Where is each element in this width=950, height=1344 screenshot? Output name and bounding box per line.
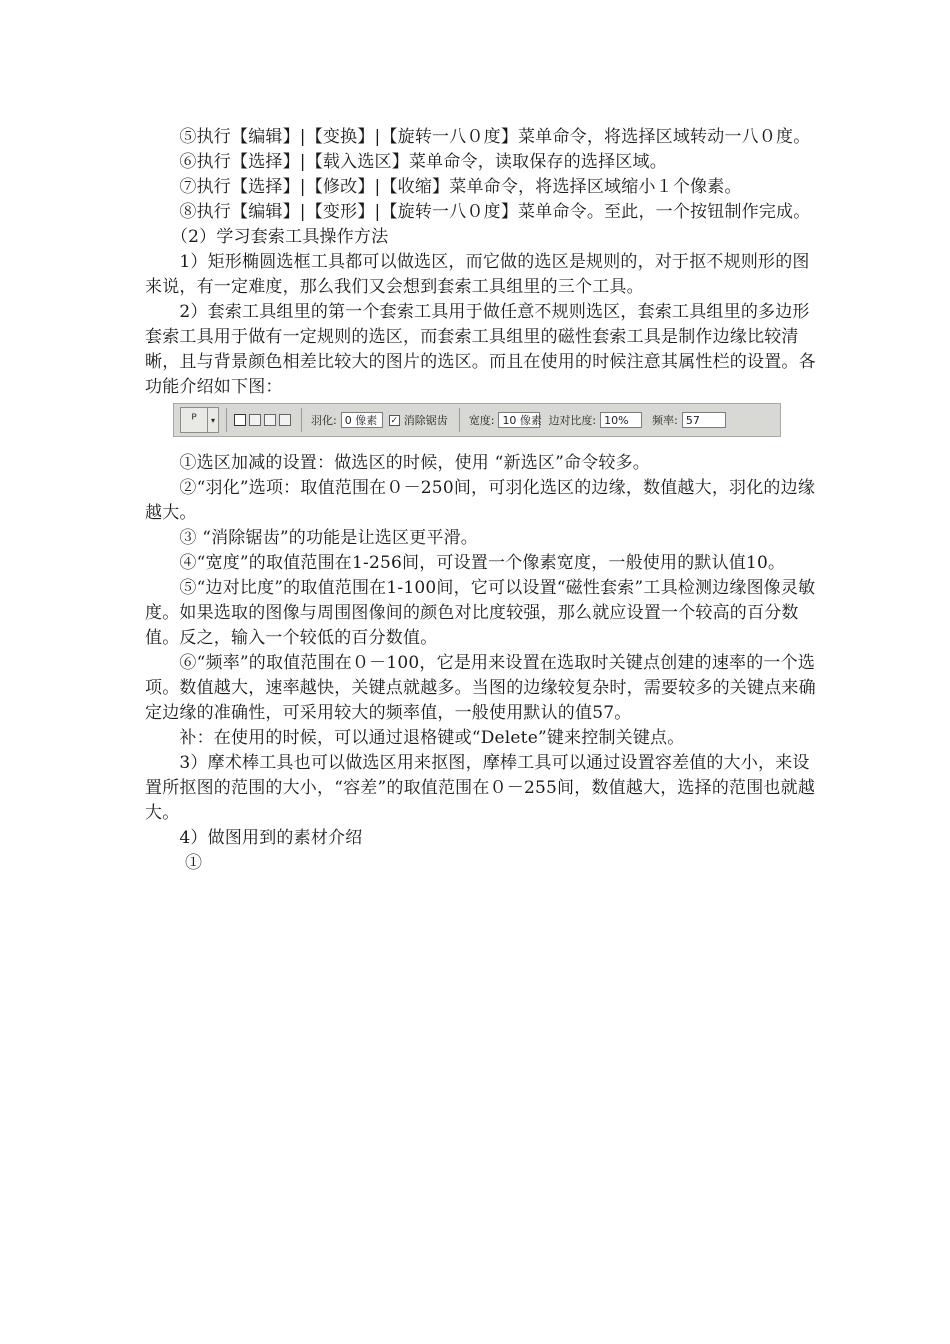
options-bar [173,403,781,437]
intersect-selection-button[interactable] [279,414,291,426]
frequency-input[interactable]: 57 [682,412,726,428]
divider [459,408,460,432]
paragraph: 2）套索工具组里的第一个套索工具用于做任意不规则选区，套索工具组里的多边形套索工具用于做有一定规则的选区，而套索工具组里的磁性套索工具是制作边缘比较清晰，且与背景颜色相差比较大的图片的选区。而且在使用的时候注意其属性栏的设置。各功能介绍如下图： [145,302,816,397]
chevron-down-icon[interactable]: ▾ [208,407,219,433]
paragraph: 补：在使用的时候，可以通过退格键或“Delete”键来控制关键点。 [145,728,685,748]
paragraph: ⑧执行【编辑】|【变形】|【旋转一八０度】菜单命令。至此，一个按钮制作完成。 [145,202,811,222]
divider [226,408,227,432]
document-page [145,125,825,876]
paragraph: ① [145,853,203,873]
feather-label: 羽化: [311,414,337,427]
paragraph: ②“羽化”选项：取值范围在０－250间，可羽化选区的边缘，数值越大，羽化的边缘越大。 [145,478,816,523]
paragraph: ⑤“边对比度”的取值范围在1-100间，它可以设置“磁性套索”工具检测边缘图像灵敏度。如果选取的图像与周围图像间的颜色对比度较强，那么就应设置一个较高的百分数值。反之，输入一个较低的百分数值。 [145,578,816,648]
paragraph: 1）矩形椭圆选框工具都可以做选区，而它做的选区是规则的，对于抠不规则形的图来说，有一定难度，那么我们又会想到套索工具组里的三个工具。 [145,252,810,297]
divider [301,408,302,432]
antialias-label: 消除锯齿 [403,414,448,427]
edge-contrast-label: 边对比度: [548,414,597,427]
frequency-label: 频率: [652,414,678,427]
paragraph: ⑤执行【编辑】|【变换】|【旋转一八０度】菜单命令，将选择区域转动一八０度。 [145,127,811,147]
paragraph: ④“宽度”的取值范围在1-256间，可设置一个像素宽度，一般使用的默认值10。 [145,553,786,573]
toolbar-figure [145,401,825,445]
width-input[interactable]: 10 像素 [498,412,540,428]
paragraph: 4）做图用到的素材介绍 [145,828,363,848]
feather-input[interactable]: 0 像素 [341,412,383,428]
paragraph: 3）摩术棒工具也可以做选区用来抠图，摩棒工具可以通过设置容差值的大小，来设置所抠图的范围的大小，“容差”的取值范围在０－255间，数值越大，选择的范围也就越大。 [145,753,816,823]
paragraph: ⑥“频率”的取值范围在０－100，它是用来设置在选取时关键点创建的速率的一个选项。数值越大，速率越快，关键点就越多。当图的边缘较复杂时，需要较多的关键点来确定边缘的准确性，可采用较大的频率值，一般使用默认的值57。 [145,653,816,723]
paragraph: ③ “消除锯齿”的功能是让选区更平滑。 [145,528,478,548]
paragraph: ⑥执行【选择】|【载入选区】菜单命令，读取保存的选择区域。 [145,152,667,172]
subtract-selection-button[interactable] [264,414,276,426]
width-label: 宽度: [468,414,495,427]
section-heading: （2）学习套索工具操作方法 [145,227,389,247]
paragraph: ⑦执行【选择】|【修改】|【收缩】菜单命令，将选择区域缩小１个像素。 [145,177,742,197]
new-selection-button[interactable] [234,414,246,426]
antialias-checkbox[interactable]: ✓ [390,415,398,426]
magnetic-lasso-icon[interactable]: ᴾ [180,407,208,433]
paragraph: ①选区加减的设置：做选区的时候，使用 “新选区”命令较多。 [145,453,650,473]
edge-contrast-input[interactable]: 10% [600,412,642,428]
add-selection-button[interactable] [249,414,261,426]
